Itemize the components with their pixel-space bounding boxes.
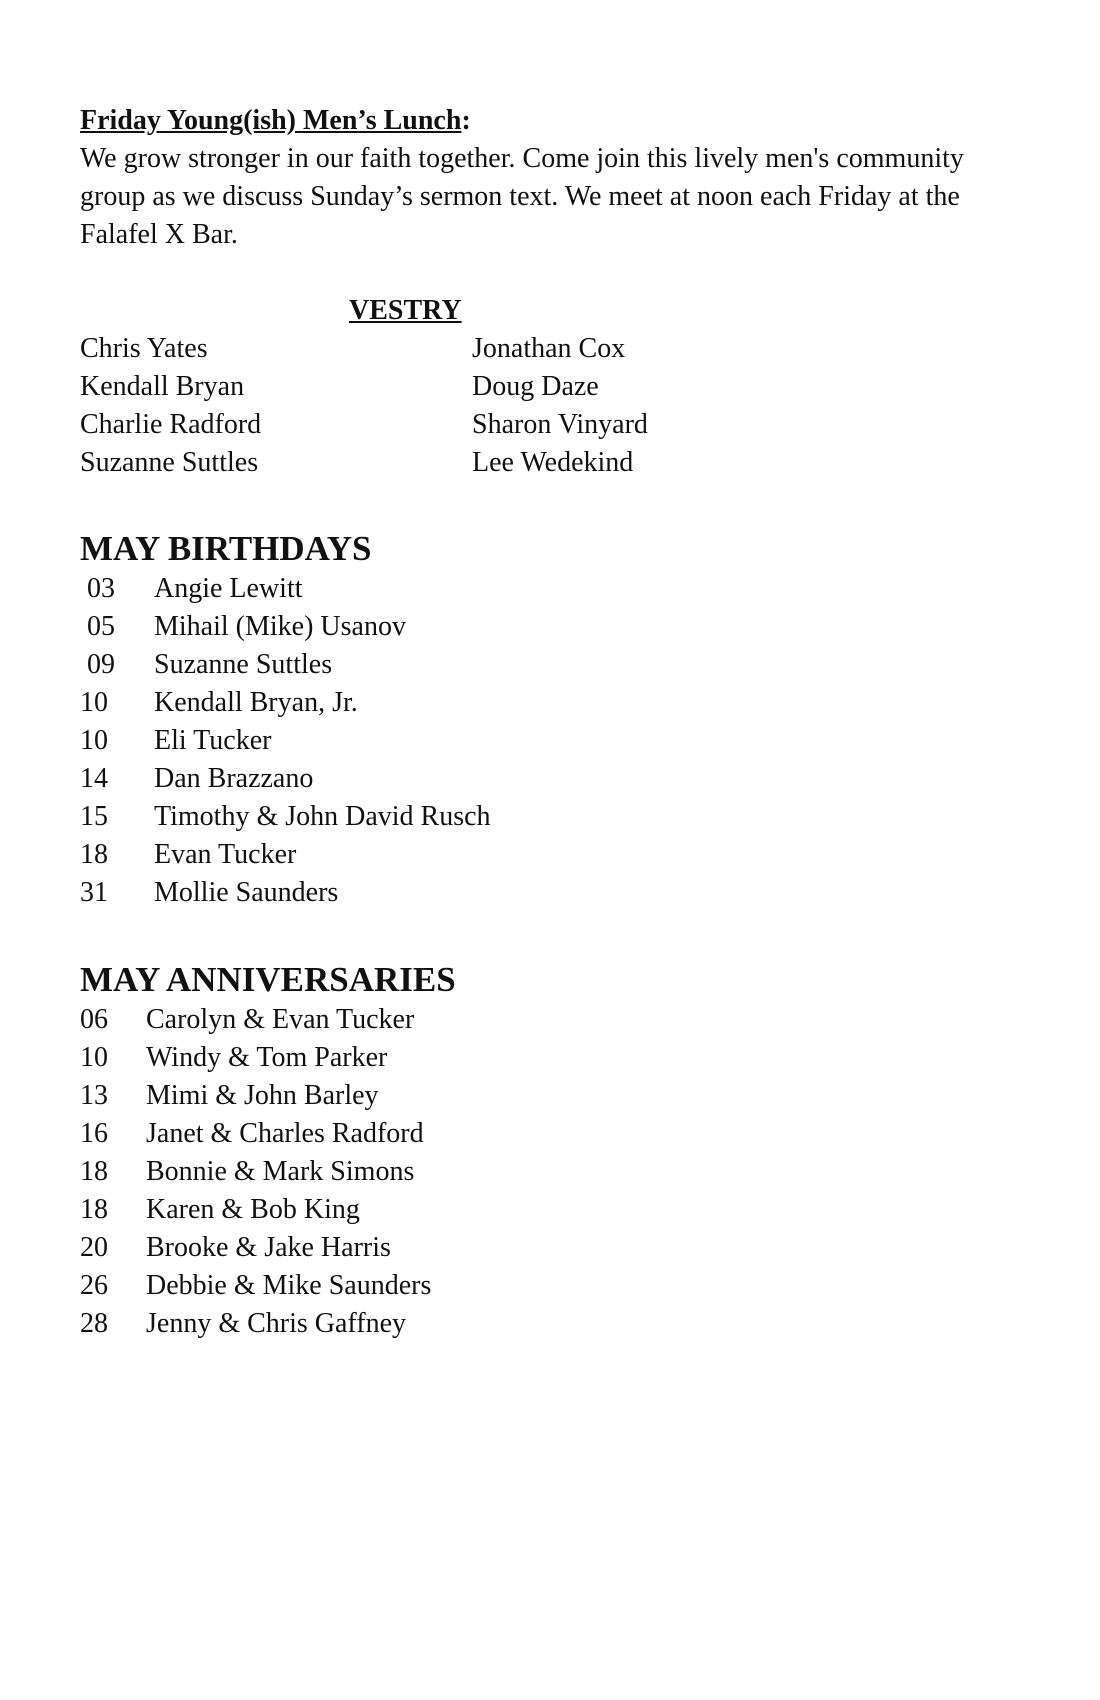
anniversary-names: Janet & Charles Radford [146,1118,424,1149]
birthday-date: 15 [80,801,108,832]
list-item [80,570,491,608]
anniversary-date: 06 [80,1004,108,1035]
list-item [80,760,491,798]
birthday-date: 14 [80,763,108,794]
list-item [80,722,491,760]
list-item [80,1115,431,1153]
list-item [80,646,491,684]
list-item [80,1001,431,1039]
anniversaries-heading: MAY ANNIVERSARIES [80,960,456,999]
birthday-name: Mihail (Mike) Usanov [154,611,406,642]
mens-lunch-title-colon: : [461,105,471,136]
list-item [80,874,491,912]
list-item [80,684,491,722]
anniversary-names: Carolyn & Evan Tucker [146,1004,415,1035]
anniversary-names: Mimi & John Barley [146,1080,379,1111]
list-item [80,1153,431,1191]
list-item [80,1077,431,1115]
birthday-name: Eli Tucker [154,725,272,756]
vestry-list-right [472,330,648,482]
anniversary-names: Jenny & Chris Gaffney [146,1308,406,1339]
vestry-member: Lee Wedekind [472,447,634,478]
anniversary-date: 20 [80,1232,108,1263]
vestry-heading: VESTRY [349,295,462,326]
list-item [80,1229,431,1267]
anniversary-date: 10 [80,1042,108,1073]
anniversary-names: Windy & Tom Parker [146,1042,388,1073]
anniversary-names: Karen & Bob King [146,1194,360,1225]
anniversary-date: 18 [80,1194,108,1225]
birthday-name: Suzanne Suttles [154,649,333,680]
birthday-date: 10 [80,687,108,718]
vestry-member: Charlie Radford [80,409,262,440]
anniversary-date: 13 [80,1080,108,1111]
birthday-date: 31 [80,877,108,908]
birthdays-list [80,570,491,912]
anniversary-names: Debbie & Mike Saunders [146,1270,432,1301]
anniversary-names: Brooke & Jake Harris [146,1232,391,1263]
birthday-name: Evan Tucker [154,839,297,870]
vestry-member: Jonathan Cox [472,333,626,364]
birthday-name: Timothy & John David Rusch [154,801,491,832]
mens-lunch-title: Friday Young(ish) Men’s Lunch [80,105,462,136]
vestry-member: Kendall Bryan [80,371,245,402]
list-item [80,836,491,874]
birthday-name: Kendall Bryan, Jr. [154,687,358,718]
anniversary-names: Bonnie & Mark Simons [146,1156,415,1187]
anniversary-date: 26 [80,1270,108,1301]
list-item [80,798,491,836]
birthday-date: 10 [80,725,108,756]
mens-lunch-section [80,102,980,254]
list-item [80,1039,431,1077]
birthday-date: 18 [80,839,108,870]
birthday-name: Mollie Saunders [154,877,339,908]
anniversaries-list [80,1001,431,1343]
anniversary-date: 18 [80,1156,108,1187]
birthday-date: 05 [87,611,115,642]
vestry-member: Sharon Vinyard [472,409,648,440]
birthday-date: 03 [87,573,115,604]
list-item [80,1267,431,1305]
anniversary-date: 28 [80,1308,108,1339]
vestry-member: Doug Daze [472,371,599,402]
birthday-name: Dan Brazzano [154,763,314,794]
list-item [80,1305,431,1343]
birthday-name: Angie Lewitt [154,573,303,604]
vestry-list-left [80,330,261,482]
birthday-date: 09 [87,649,115,680]
vestry-member: Suzanne Suttles [80,447,259,478]
mens-lunch-description: We grow stronger in our faith together. Come join this lively men's community group as we discuss Sunday’s sermon text. We meet at noon each Friday at the Falafel X Bar. [80,143,964,250]
vestry-member: Chris Yates [80,333,208,364]
anniversary-date: 16 [80,1118,108,1149]
birthdays-heading: MAY BIRTHDAYS [80,529,372,568]
list-item [80,608,491,646]
list-item [80,1191,431,1229]
